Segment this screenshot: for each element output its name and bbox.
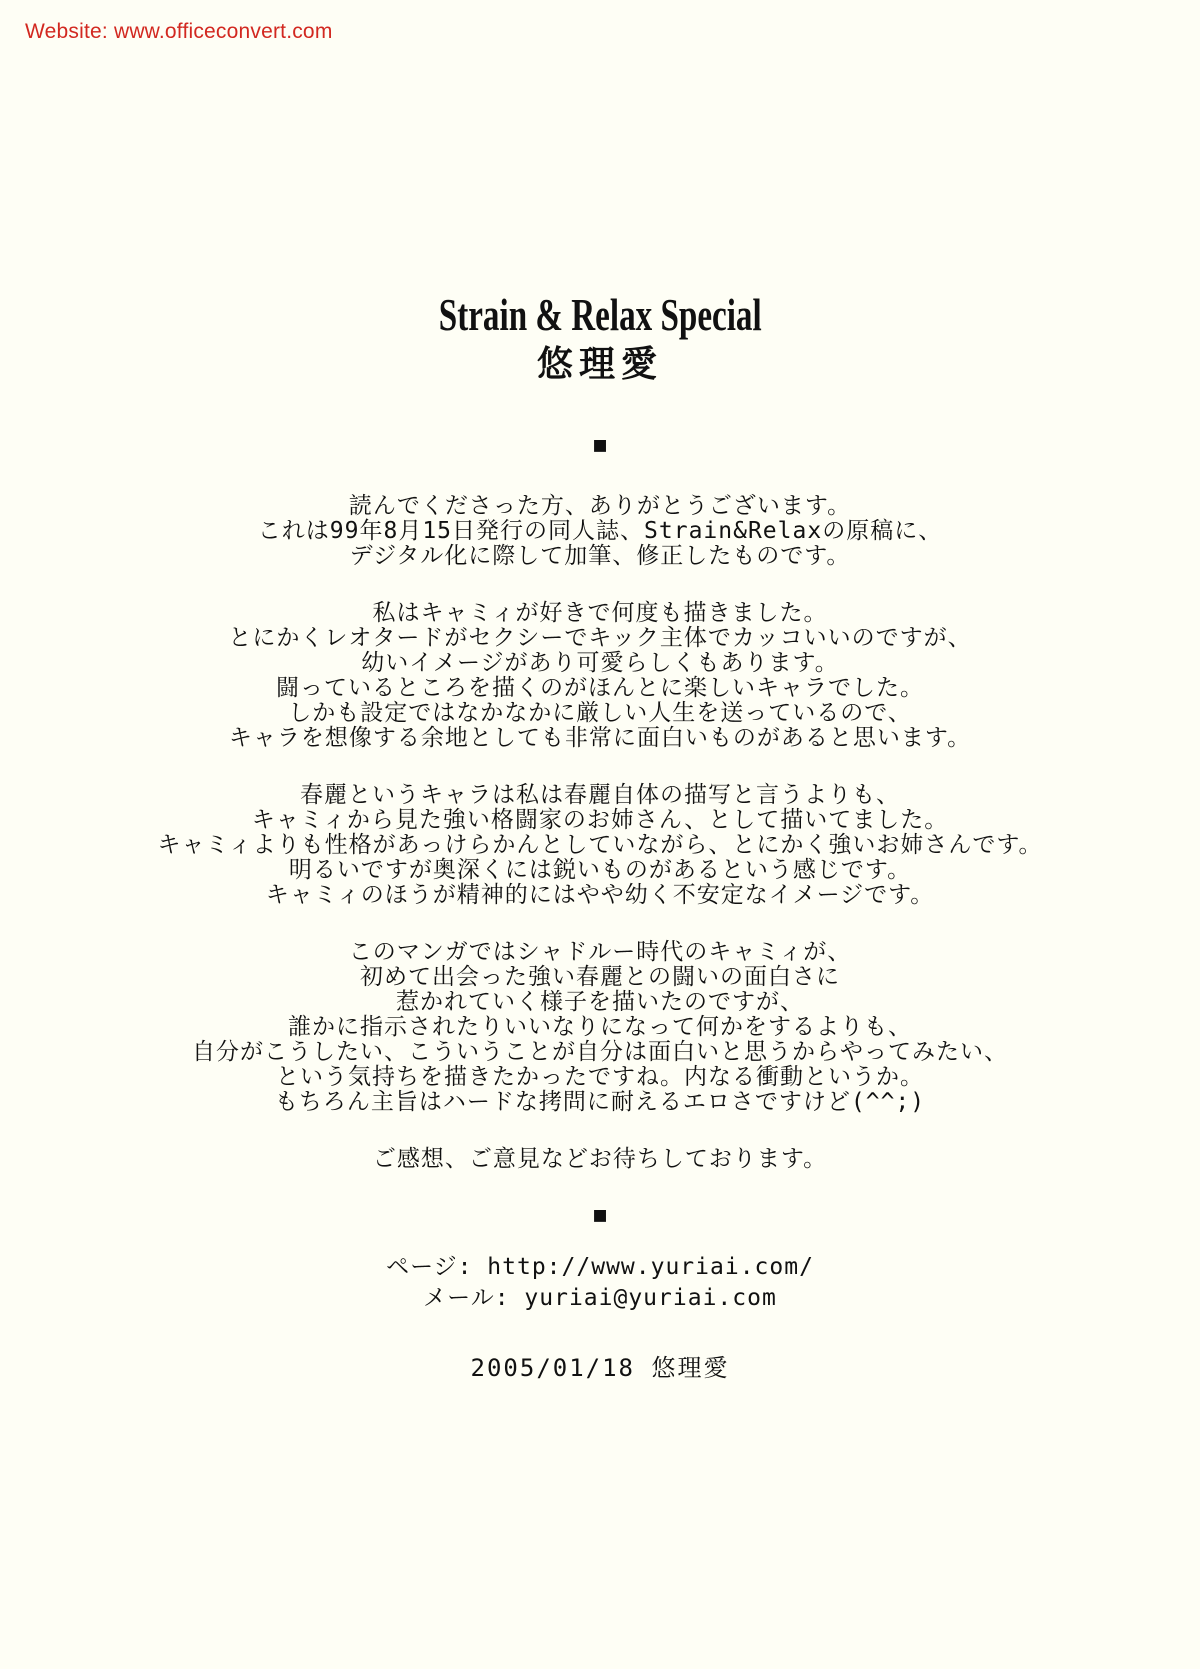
text-line: 自分がこうしたい、こういうことが自分は面白いと思うからやってみたい、: [192, 1039, 1008, 1065]
paragraph-closing: [0, 1147, 1200, 1172]
text-line: 初めて出会った強い春麗との闘いの面白さに: [360, 964, 840, 990]
text-line: デジタル化に際して加筆、修正したものです。: [349, 543, 851, 569]
divider-top-square: ■: [593, 432, 607, 456]
text-line: 読んでくださった方、ありがとうございます。: [348, 493, 852, 519]
paragraph-chunli: [0, 783, 1200, 908]
text-line: 春麗というキャラは私は春麗自体の描写と言うよりも、: [300, 782, 900, 808]
text-line: 私はキャミィが好きで何度も描きました。: [372, 600, 828, 626]
text-line: もちろん主旨はハードな拷問に耐えるエロさですけど(^^;): [274, 1089, 926, 1115]
text-line: 誰かに指示されたりいいなりになって何かをするよりも、: [288, 1014, 912, 1040]
text-line: キャミィよりも性格があっけらかんとしていながら、とにかく強いお姉さんです。: [157, 832, 1043, 858]
date-signature-line: 2005/01/18 悠理愛: [470, 1354, 730, 1382]
text-line: しかも設定ではなかなかに厳しい人生を送っているので、: [288, 700, 912, 726]
text-line: これは99年8月15日発行の同人誌、Strain&Relaxの原稿に、: [257, 518, 943, 544]
paragraph-cammy: [0, 601, 1200, 751]
watermark-text: Website: www.officeconvert.com: [25, 20, 333, 43]
text-line: このマンガではシャドルー時代のキャミィが、: [348, 939, 852, 965]
site-url-line: ページ: http://www.yuriai.com/: [386, 1254, 814, 1280]
text-line: 惹かれていく様子を描いたのですが、: [396, 989, 804, 1015]
author-name: 悠理愛: [536, 344, 663, 384]
text-line: ご感想、ご意見などお待ちしております。: [372, 1146, 828, 1172]
text-line: キャミィから見た強い格闘家のお姉さん、として描いてました。: [251, 807, 949, 833]
title-row: [0, 289, 1200, 340]
paragraph-manga: [0, 940, 1200, 1115]
text-line: キャミィのほうが精神的にはやや幼く不安定なイメージです。: [265, 882, 935, 908]
text-line: 明るいですが奥深くには鋭いものがあるという感じです。: [288, 857, 912, 883]
divider-bottom-square: ■: [593, 1202, 607, 1226]
text-line: という気持ちを描きたかったですね。内なる衝動というか。: [276, 1064, 924, 1090]
text-line: とにかくレオタードがセクシーでキック主体でカッコいいのですが、: [228, 625, 972, 651]
contact-block: [0, 1252, 1200, 1314]
text-line: 闘っているところを描くのがほんとに楽しいキャラでした。: [276, 675, 924, 701]
text-line: 幼いイメージがあり可愛らしくもあります。: [361, 650, 839, 676]
email-line: メール: yuriai@yuriai.com: [423, 1285, 777, 1311]
page-title: Strain & Relax Special: [438, 289, 762, 340]
text-line: キャラを想像する余地としても非常に面白いものがあると思います。: [228, 725, 972, 751]
paragraph-intro: [0, 494, 1200, 569]
